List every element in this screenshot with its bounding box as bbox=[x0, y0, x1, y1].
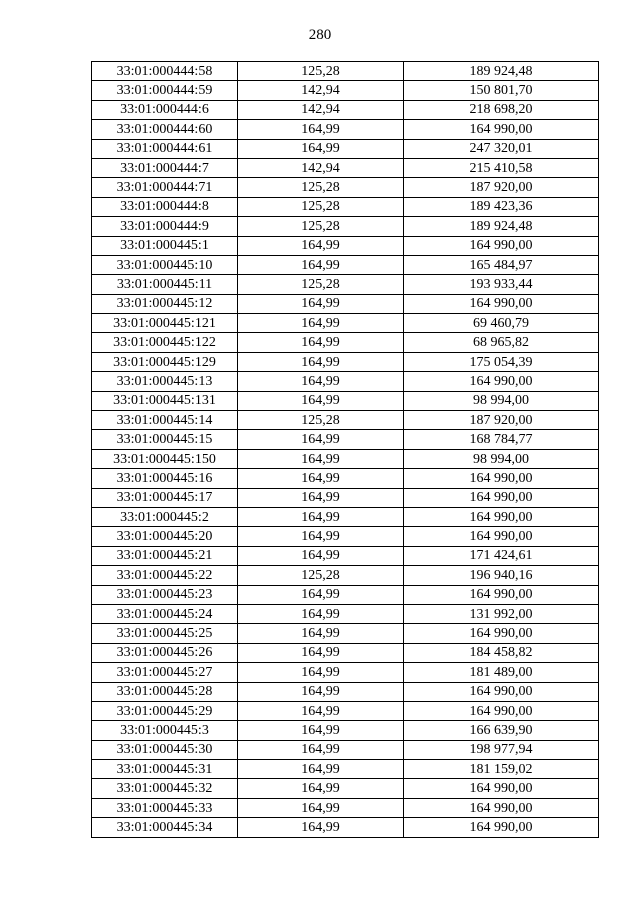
area-cell: 164,99 bbox=[238, 333, 404, 352]
table-row bbox=[92, 158, 599, 177]
cadastral-number-cell: 33:01:000445:26 bbox=[92, 643, 238, 662]
table-row bbox=[92, 624, 599, 643]
area-cell: 164,99 bbox=[238, 585, 404, 604]
table-row bbox=[92, 740, 599, 759]
table-row bbox=[92, 62, 599, 81]
table-row bbox=[92, 352, 599, 371]
cadastral-number-cell: 33:01:000445:122 bbox=[92, 333, 238, 352]
cadastral-number-cell: 33:01:000445:29 bbox=[92, 701, 238, 720]
value-cell: 166 639,90 bbox=[404, 721, 599, 740]
value-cell: 215 410,58 bbox=[404, 158, 599, 177]
value-cell: 164 990,00 bbox=[404, 469, 599, 488]
table-row bbox=[92, 81, 599, 100]
cadastral-number-cell: 33:01:000444:61 bbox=[92, 139, 238, 158]
cadastral-number-cell: 33:01:000445:30 bbox=[92, 740, 238, 759]
table-row bbox=[92, 701, 599, 720]
area-cell: 164,99 bbox=[238, 120, 404, 139]
table-row bbox=[92, 178, 599, 197]
value-cell: 164 990,00 bbox=[404, 527, 599, 546]
table-row bbox=[92, 449, 599, 468]
cadastral-number-cell: 33:01:000445:21 bbox=[92, 546, 238, 565]
area-cell: 125,28 bbox=[238, 275, 404, 294]
table-row bbox=[92, 798, 599, 817]
cadastral-number-cell: 33:01:000445:121 bbox=[92, 314, 238, 333]
value-cell: 164 990,00 bbox=[404, 798, 599, 817]
area-cell: 125,28 bbox=[238, 62, 404, 81]
area-cell: 164,99 bbox=[238, 721, 404, 740]
table-row bbox=[92, 760, 599, 779]
area-cell: 164,99 bbox=[238, 779, 404, 798]
value-cell: 164 990,00 bbox=[404, 624, 599, 643]
registry-table-body bbox=[92, 62, 599, 838]
area-cell: 164,99 bbox=[238, 527, 404, 546]
area-cell: 164,99 bbox=[238, 818, 404, 837]
area-cell: 125,28 bbox=[238, 197, 404, 216]
cadastral-number-cell: 33:01:000445:10 bbox=[92, 255, 238, 274]
cadastral-number-cell: 33:01:000445:25 bbox=[92, 624, 238, 643]
table-row bbox=[92, 391, 599, 410]
area-cell: 164,99 bbox=[238, 604, 404, 623]
cadastral-number-cell: 33:01:000445:14 bbox=[92, 411, 238, 430]
area-cell: 164,99 bbox=[238, 255, 404, 274]
value-cell: 189 423,36 bbox=[404, 197, 599, 216]
area-cell: 164,99 bbox=[238, 372, 404, 391]
cadastral-number-cell: 33:01:000445:28 bbox=[92, 682, 238, 701]
table-row bbox=[92, 604, 599, 623]
value-cell: 150 801,70 bbox=[404, 81, 599, 100]
value-cell: 164 990,00 bbox=[404, 294, 599, 313]
cadastral-number-cell: 33:01:000445:129 bbox=[92, 352, 238, 371]
value-cell: 189 924,48 bbox=[404, 217, 599, 236]
table-row bbox=[92, 255, 599, 274]
area-cell: 164,99 bbox=[238, 740, 404, 759]
table-row bbox=[92, 333, 599, 352]
area-cell: 164,99 bbox=[238, 798, 404, 817]
cadastral-number-cell: 33:01:000445:1 bbox=[92, 236, 238, 255]
area-cell: 164,99 bbox=[238, 682, 404, 701]
area-cell: 164,99 bbox=[238, 391, 404, 410]
cadastral-number-cell: 33:01:000445:22 bbox=[92, 566, 238, 585]
page-number: 280 bbox=[308, 27, 332, 43]
table-row bbox=[92, 100, 599, 119]
value-cell: 187 920,00 bbox=[404, 178, 599, 197]
table-row bbox=[92, 120, 599, 139]
area-cell: 164,99 bbox=[238, 507, 404, 526]
value-cell: 98 994,00 bbox=[404, 391, 599, 410]
area-cell: 164,99 bbox=[238, 352, 404, 371]
area-cell: 142,94 bbox=[238, 158, 404, 177]
value-cell: 247 320,01 bbox=[404, 139, 599, 158]
table-row bbox=[92, 682, 599, 701]
cadastral-number-cell: 33:01:000445:33 bbox=[92, 798, 238, 817]
table-row bbox=[92, 236, 599, 255]
table-row bbox=[92, 818, 599, 837]
area-cell: 125,28 bbox=[238, 411, 404, 430]
value-cell: 171 424,61 bbox=[404, 546, 599, 565]
cadastral-number-cell: 33:01:000445:31 bbox=[92, 760, 238, 779]
area-cell: 142,94 bbox=[238, 81, 404, 100]
cadastral-number-cell: 33:01:000444:59 bbox=[92, 81, 238, 100]
cadastral-number-cell: 33:01:000445:34 bbox=[92, 818, 238, 837]
registry-table bbox=[91, 61, 599, 838]
value-cell: 164 990,00 bbox=[404, 818, 599, 837]
cadastral-number-cell: 33:01:000445:20 bbox=[92, 527, 238, 546]
table-row bbox=[92, 585, 599, 604]
table-row bbox=[92, 139, 599, 158]
value-cell: 164 990,00 bbox=[404, 236, 599, 255]
cadastral-number-cell: 33:01:000444:6 bbox=[92, 100, 238, 119]
cadastral-number-cell: 33:01:000444:60 bbox=[92, 120, 238, 139]
table-row bbox=[92, 546, 599, 565]
value-cell: 193 933,44 bbox=[404, 275, 599, 294]
table-row bbox=[92, 275, 599, 294]
cadastral-number-cell: 33:01:000445:131 bbox=[92, 391, 238, 410]
value-cell: 181 489,00 bbox=[404, 663, 599, 682]
area-cell: 164,99 bbox=[238, 663, 404, 682]
value-cell: 68 965,82 bbox=[404, 333, 599, 352]
value-cell: 175 054,39 bbox=[404, 352, 599, 371]
value-cell: 189 924,48 bbox=[404, 62, 599, 81]
area-cell: 164,99 bbox=[238, 314, 404, 333]
table-row bbox=[92, 488, 599, 507]
area-cell: 164,99 bbox=[238, 643, 404, 662]
table-row bbox=[92, 197, 599, 216]
cadastral-number-cell: 33:01:000445:3 bbox=[92, 721, 238, 740]
value-cell: 98 994,00 bbox=[404, 449, 599, 468]
value-cell: 164 990,00 bbox=[404, 585, 599, 604]
value-cell: 196 940,16 bbox=[404, 566, 599, 585]
area-cell: 164,99 bbox=[238, 469, 404, 488]
table-row bbox=[92, 372, 599, 391]
value-cell: 164 990,00 bbox=[404, 507, 599, 526]
cadastral-number-cell: 33:01:000444:58 bbox=[92, 62, 238, 81]
cadastral-number-cell: 33:01:000445:12 bbox=[92, 294, 238, 313]
cadastral-number-cell: 33:01:000445:150 bbox=[92, 449, 238, 468]
table-row bbox=[92, 217, 599, 236]
cadastral-number-cell: 33:01:000445:11 bbox=[92, 275, 238, 294]
value-cell: 164 990,00 bbox=[404, 120, 599, 139]
table-row bbox=[92, 294, 599, 313]
value-cell: 164 990,00 bbox=[404, 372, 599, 391]
area-cell: 164,99 bbox=[238, 294, 404, 313]
table-row bbox=[92, 643, 599, 662]
cadastral-number-cell: 33:01:000445:2 bbox=[92, 507, 238, 526]
cadastral-number-cell: 33:01:000445:24 bbox=[92, 604, 238, 623]
cadastral-number-cell: 33:01:000445:16 bbox=[92, 469, 238, 488]
table-row bbox=[92, 507, 599, 526]
area-cell: 125,28 bbox=[238, 178, 404, 197]
value-cell: 131 992,00 bbox=[404, 604, 599, 623]
table-row bbox=[92, 527, 599, 546]
cadastral-number-cell: 33:01:000445:27 bbox=[92, 663, 238, 682]
table-row bbox=[92, 721, 599, 740]
area-cell: 164,99 bbox=[238, 488, 404, 507]
value-cell: 69 460,79 bbox=[404, 314, 599, 333]
area-cell: 164,99 bbox=[238, 236, 404, 255]
value-cell: 168 784,77 bbox=[404, 430, 599, 449]
area-cell: 164,99 bbox=[238, 449, 404, 468]
cadastral-number-cell: 33:01:000444:7 bbox=[92, 158, 238, 177]
cadastral-number-cell: 33:01:000445:13 bbox=[92, 372, 238, 391]
table-row bbox=[92, 566, 599, 585]
table-row bbox=[92, 430, 599, 449]
cadastral-number-cell: 33:01:000445:17 bbox=[92, 488, 238, 507]
value-cell: 164 990,00 bbox=[404, 779, 599, 798]
cadastral-number-cell: 33:01:000445:23 bbox=[92, 585, 238, 604]
value-cell: 164 990,00 bbox=[404, 701, 599, 720]
table-row bbox=[92, 314, 599, 333]
value-cell: 184 458,82 bbox=[404, 643, 599, 662]
area-cell: 164,99 bbox=[238, 701, 404, 720]
cadastral-number-cell: 33:01:000444:71 bbox=[92, 178, 238, 197]
table-row bbox=[92, 663, 599, 682]
value-cell: 218 698,20 bbox=[404, 100, 599, 119]
value-cell: 181 159,02 bbox=[404, 760, 599, 779]
value-cell: 165 484,97 bbox=[404, 255, 599, 274]
area-cell: 164,99 bbox=[238, 546, 404, 565]
cadastral-number-cell: 33:01:000445:32 bbox=[92, 779, 238, 798]
table-row bbox=[92, 411, 599, 430]
area-cell: 125,28 bbox=[238, 217, 404, 236]
cadastral-number-cell: 33:01:000444:9 bbox=[92, 217, 238, 236]
table-row bbox=[92, 779, 599, 798]
value-cell: 198 977,94 bbox=[404, 740, 599, 759]
area-cell: 164,99 bbox=[238, 624, 404, 643]
table-row bbox=[92, 469, 599, 488]
cadastral-number-cell: 33:01:000445:15 bbox=[92, 430, 238, 449]
area-cell: 125,28 bbox=[238, 566, 404, 585]
area-cell: 164,99 bbox=[238, 430, 404, 449]
value-cell: 164 990,00 bbox=[404, 682, 599, 701]
area-cell: 164,99 bbox=[238, 139, 404, 158]
cadastral-number-cell: 33:01:000444:8 bbox=[92, 197, 238, 216]
area-cell: 164,99 bbox=[238, 760, 404, 779]
value-cell: 187 920,00 bbox=[404, 411, 599, 430]
value-cell: 164 990,00 bbox=[404, 488, 599, 507]
area-cell: 142,94 bbox=[238, 100, 404, 119]
